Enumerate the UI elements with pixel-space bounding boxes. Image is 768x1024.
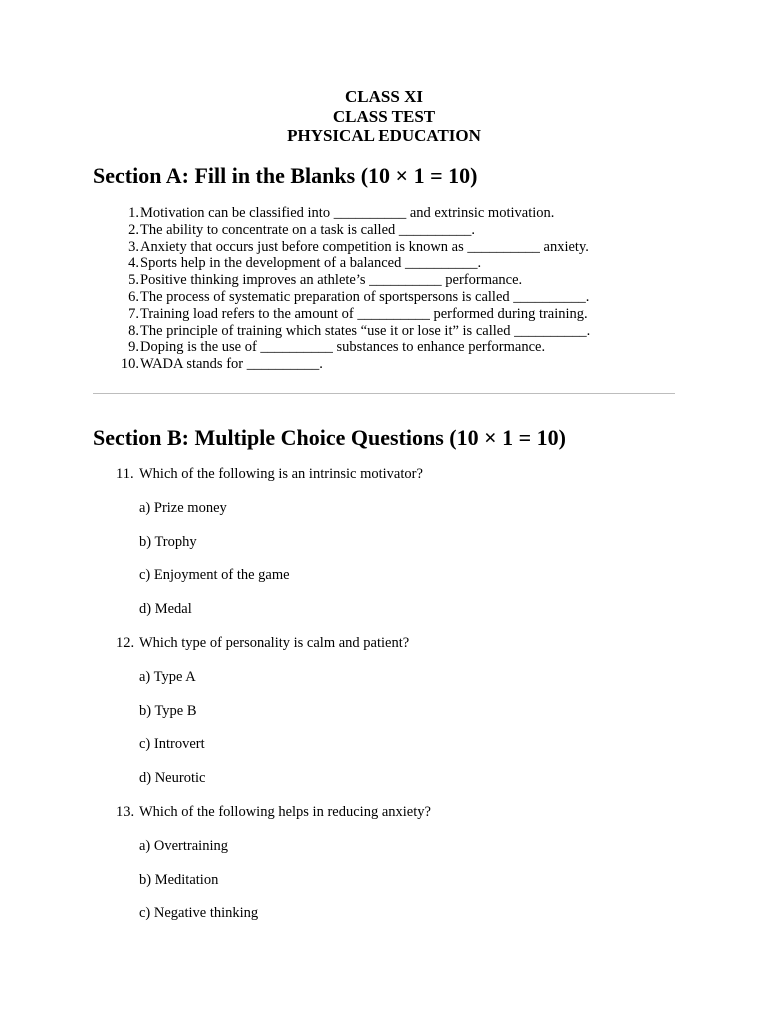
option-item: d) Neurotic (139, 770, 206, 787)
option-item: c) Introvert (139, 736, 205, 753)
item-number: 2. (128, 221, 139, 238)
item-number: 7. (128, 305, 139, 322)
list-item (116, 289, 590, 306)
item-text: The process of systematic preparation of sportspersons is called __________. (140, 288, 590, 305)
section-a-title: Section A: Fill in the Blanks (10 × 1 = 10) (93, 163, 478, 188)
item-number: 6. (128, 288, 139, 305)
test-label: CLASS TEST (332, 106, 436, 126)
item-number: 3. (128, 238, 139, 255)
list-item (116, 272, 590, 289)
option-item: c) Enjoyment of the game (139, 567, 290, 584)
class-label: CLASS XI (345, 87, 423, 106)
item-text: Training load refers to the amount of __________ performed during training. (140, 305, 588, 322)
list-item (116, 339, 590, 356)
document-header (0, 87, 768, 146)
question-number: 11. (116, 466, 134, 482)
option-item: c) Negative thinking (139, 905, 259, 922)
question-item (116, 804, 431, 821)
question-number: 13. (116, 803, 135, 820)
option-item: a) Overtraining (139, 837, 228, 854)
list-item (116, 356, 590, 373)
section-divider (93, 393, 675, 394)
section-b-title: Section B: Multiple Choice Questions (10 × 1 = 10) (93, 425, 566, 450)
item-number: 5. (128, 272, 139, 289)
question-text: Which of the following helps in reducing anxiety? (139, 803, 431, 820)
list-item (116, 255, 590, 272)
option-item: d) Medal (139, 601, 192, 618)
list-item (116, 306, 590, 323)
item-number: 10. (120, 356, 139, 373)
option-item: b) Trophy (139, 533, 197, 550)
question-number: 12. (116, 634, 135, 651)
item-text: The ability to concentrate on a task is called __________. (140, 221, 476, 238)
subject-label: PHYSICAL EDUCATION (287, 126, 481, 145)
option-item: b) Meditation (139, 871, 219, 888)
mcq-list (116, 466, 431, 939)
item-text: Anxiety that occurs just before competition is known as __________ anxiety. (140, 238, 589, 255)
item-text: Positive thinking improves an athlete’s __________ performance. (140, 272, 523, 289)
question-text: Which of the following is an intrinsic motivator? (139, 466, 423, 482)
option-item: a) Type A (139, 668, 196, 685)
list-item (116, 205, 590, 222)
list-item (116, 323, 590, 340)
item-number: 1. (128, 205, 139, 221)
question-text: Which type of personality is calm and patient? (139, 634, 410, 651)
list-item (116, 239, 590, 256)
item-number: 4. (128, 255, 139, 272)
item-number: 9. (128, 339, 139, 356)
item-text: WADA stands for __________. (140, 356, 323, 373)
fill-in-blanks-list (116, 205, 590, 373)
item-text: Doping is the use of __________ substances to enhance performance. (140, 339, 546, 356)
list-item (116, 222, 590, 239)
item-text: The principle of training which states “use it or lose it” is called __________. (140, 322, 591, 339)
item-number: 8. (128, 322, 139, 339)
item-text: Sports help in the development of a balanced __________. (140, 255, 482, 272)
question-item (116, 466, 431, 483)
question-item (116, 635, 431, 652)
item-text: Motivation can be classified into __________ and extrinsic motivation. (140, 205, 555, 221)
option-item: b) Type B (139, 702, 197, 719)
option-item: a) Prize money (139, 499, 227, 516)
